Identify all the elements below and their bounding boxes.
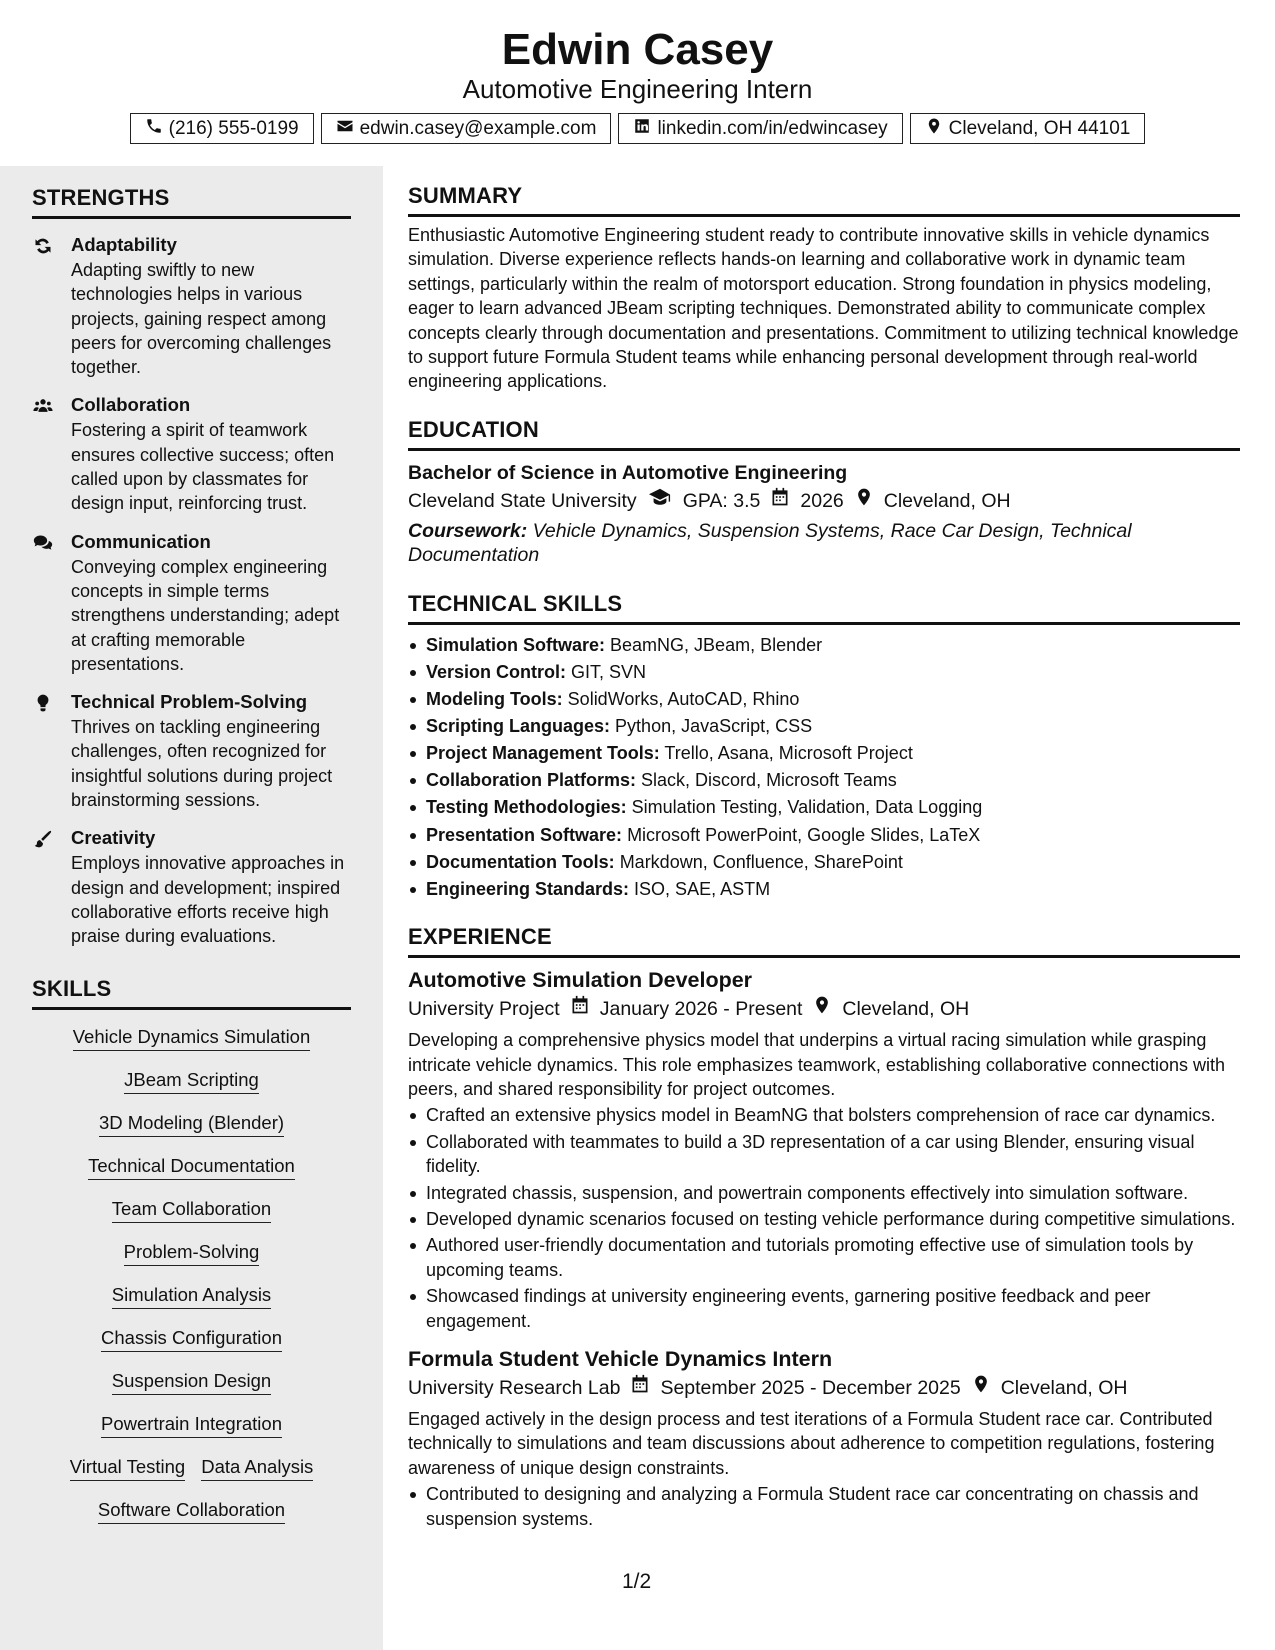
skill-label: Simulation Software: xyxy=(426,634,606,655)
job-entry xyxy=(408,966,1240,1333)
job-dates: September 2025 - December 2025 xyxy=(660,1376,961,1399)
education-rule xyxy=(408,448,1240,451)
main-column xyxy=(408,182,1240,1553)
job-dates: January 2026 - Present xyxy=(599,998,803,1021)
job-bullets xyxy=(408,1482,1240,1531)
list-item xyxy=(408,633,1240,657)
strength-item xyxy=(32,393,351,515)
coursework-label: Coursework: xyxy=(408,519,528,542)
skill-value: Python, JavaScript, CSS xyxy=(615,716,813,737)
map-marker-icon xyxy=(925,117,943,141)
sidebar xyxy=(0,166,383,1650)
skill-label: Testing Methodologies: xyxy=(426,797,627,818)
list-item xyxy=(408,768,1240,792)
skill-value: Trello, Asana, Microsoft Project xyxy=(664,743,913,764)
job-entry xyxy=(408,1345,1240,1531)
list-item: Showcased findings at university engineering events, garnering positive feedback and peer engagement. xyxy=(408,1284,1240,1333)
job-description: Engaged actively in the design process and test iterations of a Formula Student race car. Contributed technically to simulations and team discussions about adherence to competition regulations, fostering awareness of unique design constraints. xyxy=(408,1408,1215,1478)
strength-name: Technical Problem-Solving xyxy=(71,691,308,713)
calendar-icon xyxy=(770,486,790,516)
paintbrush-icon xyxy=(32,829,54,849)
education-heading: EDUCATION xyxy=(408,416,539,442)
skill-tag: 3D Modeling (Blender) xyxy=(99,1112,284,1137)
calendar-icon xyxy=(570,994,590,1024)
list-item xyxy=(408,823,1240,847)
skill-value: Microsoft PowerPoint, Google Slides, LaTeX xyxy=(627,824,981,845)
skill-label: Project Management Tools: xyxy=(426,743,660,764)
strength-desc: Fostering a spirit of teamwork ensures collective success; often called upon by classmates for design input, reinforcing trust. xyxy=(71,420,335,514)
page-number: 1/2 xyxy=(622,1570,652,1593)
technical-skills-section xyxy=(408,590,1240,901)
skill-label: Scripting Languages: xyxy=(426,716,611,737)
skills-list xyxy=(32,1026,351,1542)
job-description: Developing a comprehensive physics model that underpins a virtual racing simulation while grasping intricate vehicle dynamics. This role emphasizes teamwork, establishing collaborative connections with peers, and shared responsibility for project outcomes. xyxy=(408,1030,1226,1099)
strength-item xyxy=(32,530,351,676)
experience-heading: EXPERIENCE xyxy=(408,924,552,950)
skill-label: Modeling Tools: xyxy=(426,689,563,710)
technical-skills-rule xyxy=(408,622,1240,625)
skill-value: BeamNG, JBeam, Blender xyxy=(610,634,823,655)
strength-desc: Thrives on tackling engineering challenges, often recognized for insightful solutions during project brainstorming sessions. xyxy=(71,717,333,811)
coursework-list: Vehicle Dynamics, Suspension Systems, Race Car Design, Technical Documentation xyxy=(408,519,1132,567)
contact-location[interactable] xyxy=(910,113,1146,144)
skill-tag: Data Analysis xyxy=(201,1456,313,1481)
experience-rule xyxy=(408,955,1240,958)
coursework xyxy=(408,519,1240,568)
phone-text: (216) 555-0199 xyxy=(168,117,299,139)
strength-name: Collaboration xyxy=(71,394,191,416)
skill-tag: Technical Documentation xyxy=(88,1155,295,1180)
map-marker-icon xyxy=(812,994,832,1024)
experience-section xyxy=(408,923,1240,1531)
comments-icon xyxy=(32,533,54,553)
list-item xyxy=(408,714,1240,738)
strengths-section xyxy=(32,184,351,949)
list-item: Integrated chassis, suspension, and powertrain components effectively into simulation software. xyxy=(408,1181,1240,1205)
skill-value: ISO, SAE, ASTM xyxy=(634,878,771,899)
skill-tag: Problem-Solving xyxy=(124,1241,260,1266)
map-marker-icon xyxy=(854,486,874,516)
school-name: Cleveland State University xyxy=(408,490,637,513)
summary-heading: SUMMARY xyxy=(408,183,523,208)
users-icon xyxy=(32,396,54,416)
strength-item xyxy=(32,233,351,379)
skills-section xyxy=(32,975,351,1542)
summary-text: Enthusiastic Automotive Engineering student ready to contribute innovative skills in vehicle dynamics simulation. Diverse experience reflects hands-on learning and collaborative work in dynamic team settings, particularly within the realm of motorsport education. Strong foundation in physics modeling, eager to learn advanced JBeam scripting techniques. Demonstrated ability to communicate complex concepts clearly through documentation and presentations. Commitment to utilizing technical knowledge to support future Formula Student teams while enhancing personal development through real-world engineering applications. xyxy=(408,225,1239,392)
skill-tag: Simulation Analysis xyxy=(112,1284,271,1309)
strength-name: Adaptability xyxy=(71,234,177,255)
skill-value: Slack, Discord, Microsoft Teams xyxy=(641,770,897,791)
job-title: Formula Student Vehicle Dynamics Intern xyxy=(408,1346,833,1371)
skills-rule xyxy=(32,1007,351,1010)
job-location: Cleveland, OH xyxy=(842,998,970,1021)
education-meta xyxy=(408,486,1240,517)
skill-tag: Chassis Configuration xyxy=(101,1327,282,1352)
contact-phone[interactable] xyxy=(130,113,314,144)
strength-desc: Employs innovative approaches in design and development; inspired collaborative efforts receive high praise during evaluations. xyxy=(71,853,345,947)
list-item xyxy=(408,795,1240,819)
job-bullets xyxy=(408,1103,1240,1333)
contact-bar xyxy=(0,113,1275,144)
strengths-rule xyxy=(32,216,351,219)
summary-section xyxy=(408,182,1240,394)
technical-skills-heading: TECHNICAL SKILLS xyxy=(408,590,623,616)
email-text: edwin.casey@example.com xyxy=(359,117,597,139)
technical-skills-list xyxy=(408,633,1240,901)
skill-tag: Suspension Design xyxy=(112,1370,271,1395)
linkedin-icon xyxy=(633,117,651,141)
contact-linkedin[interactable] xyxy=(618,113,902,144)
location-text: Cleveland, OH 44101 xyxy=(948,117,1131,139)
skill-tag: Vehicle Dynamics Simulation xyxy=(73,1026,311,1051)
strength-item xyxy=(32,826,351,948)
strength-name: Communication xyxy=(71,530,211,552)
list-item xyxy=(408,660,1240,684)
list-item: Authored user-friendly documentation and tutorials promoting effective use of simulation tools by upcoming teams. xyxy=(408,1233,1240,1282)
graduation-cap-icon xyxy=(647,486,673,517)
skill-value: Simulation Testing, Validation, Data Logging xyxy=(631,797,983,818)
skill-value: GIT, SVN xyxy=(571,661,647,682)
job-org: University Project xyxy=(408,998,560,1021)
job-location: Cleveland, OH xyxy=(1000,1376,1128,1399)
strengths-heading: STRENGTHS xyxy=(32,185,170,210)
skill-tag: Powertrain Integration xyxy=(101,1413,282,1438)
skill-label: Engineering Standards: xyxy=(426,878,630,899)
job-meta xyxy=(408,994,1240,1024)
list-item xyxy=(408,687,1240,711)
sync-icon xyxy=(32,236,54,256)
strength-name: Creativity xyxy=(71,827,156,849)
skill-label: Presentation Software: xyxy=(426,824,623,845)
skill-tag: JBeam Scripting xyxy=(124,1069,259,1094)
contact-email[interactable] xyxy=(321,113,612,144)
resume-header xyxy=(0,0,1275,166)
job-title: Automotive Simulation Developer xyxy=(408,968,753,993)
strength-desc: Adapting swiftly to new technologies helps in various projects, gaining respect among peers for overcoming challenges together. xyxy=(71,260,332,378)
skill-label: Version Control: xyxy=(426,661,567,682)
skill-label: Documentation Tools: xyxy=(426,851,615,872)
calendar-icon xyxy=(630,1373,650,1403)
strength-item xyxy=(32,690,351,812)
skill-value: Markdown, Confluence, SharePoint xyxy=(619,851,903,872)
list-item: Crafted an extensive physics model in BeamNG that bolsters comprehension of race car dynamics. xyxy=(408,1103,1240,1127)
list-item xyxy=(408,741,1240,765)
list-item xyxy=(408,877,1240,901)
list-item: Collaborated with teammates to build a 3D representation of a car using Blender, ensuring visual fidelity. xyxy=(408,1130,1240,1179)
lightbulb-icon xyxy=(32,693,54,713)
skills-heading: SKILLS xyxy=(32,975,112,1001)
skill-label: Collaboration Platforms: xyxy=(426,770,637,791)
list-item: Developed dynamic scenarios focused on testing vehicle performance during competitive simulations. xyxy=(408,1207,1240,1231)
summary-rule xyxy=(408,214,1240,217)
candidate-title: Automotive Engineering Intern xyxy=(462,74,813,104)
degree-title: Bachelor of Science in Automotive Engineering xyxy=(408,461,848,484)
map-marker-icon xyxy=(971,1373,991,1403)
graduation-year: 2026 xyxy=(800,490,844,513)
skill-value: SolidWorks, AutoCAD, Rhino xyxy=(567,689,800,710)
skill-tag: Software Collaboration xyxy=(98,1499,285,1524)
strength-desc: Conveying complex engineering concepts in simple terms strengthens understanding; adept at crafting memorable presentations. xyxy=(71,556,340,674)
list-item xyxy=(408,850,1240,874)
school-location: Cleveland, OH xyxy=(883,490,1011,513)
education-section xyxy=(408,416,1240,568)
job-meta xyxy=(408,1373,1240,1403)
skill-tag: Team Collaboration xyxy=(112,1198,271,1223)
skill-tag: Virtual Testing xyxy=(70,1456,186,1481)
gpa-text: GPA: 3.5 xyxy=(682,490,761,513)
list-item: Contributed to designing and analyzing a Formula Student race car concentrating on chassis and suspension systems. xyxy=(408,1482,1240,1531)
linkedin-text: linkedin.com/in/edwincasey xyxy=(657,117,888,139)
job-org: University Research Lab xyxy=(408,1376,621,1399)
envelope-icon xyxy=(336,117,354,141)
candidate-name: Edwin Casey xyxy=(501,25,774,74)
phone-icon xyxy=(145,117,163,141)
